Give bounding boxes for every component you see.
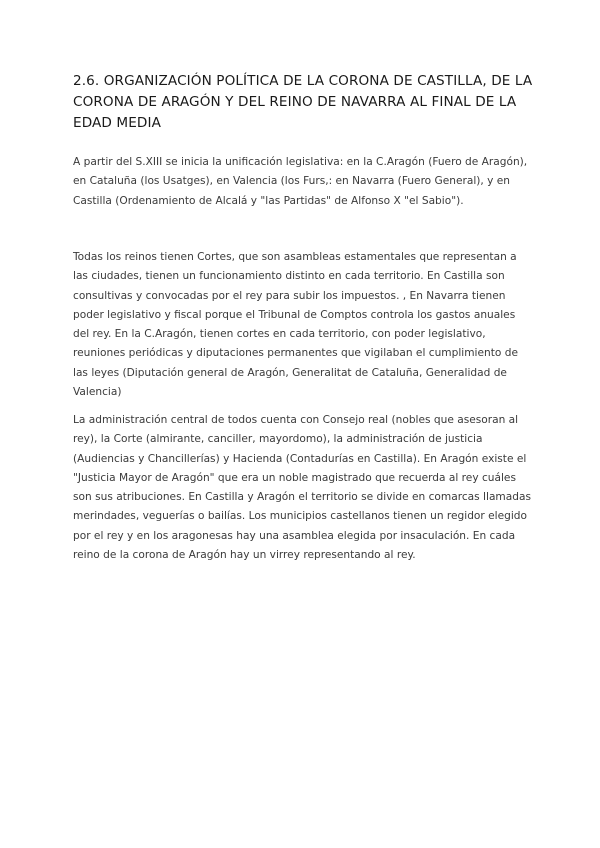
section-title: 2.6. ORGANIZACIÓN POLÍTICA DE LA CORONA DE CASTILLA, DE LA CORONA DE ARAGÓN Y DEL REINO DE NAVARRA AL FINAL DE LA EDAD MEDIA	[73, 73, 533, 131]
paragraph-administration: La administración central de todos cuenta con Consejo real (nobles que asesoran al rey), la Corte (almirante, canciller, mayordomo), la administración de justicia (Audiencias y Chancillerías) y Hacienda (Contadurías en Castilla). En Aragón existe el "Justicia Mayor de Aragón" que era un noble magistrado que recuerda al rey cuáles son sus atribuciones. En Castilla y Aragón el territorio se divide en comarcas llamadas merindades, veguerías o bailías. Los municipios castellanos tienen un regidor elegido por el rey y en los aragonesas hay una asamblea elegida por insaculación. En cada reino de la corona de Aragón hay un virrey representando al rey.	[73, 414, 531, 562]
paragraph-legislation: A partir del S.XIII se inicia la unificación legislativa: en la C.Aragón (Fuero de Aragón), en Cataluña (los Usatges), en Valencia (los Furs,: en Navarra (Fuero General), y en Castilla (Ordenamiento de Alcalá y "las Partidas" de Alfonso X "el Sabio").	[73, 156, 528, 207]
paragraph-cortes: Todas los reinos tienen Cortes, que son asambleas estamentales que representan a las ciudades, tienen un funcionamiento distinto en cada territorio. En Castilla son consultivas y convocadas por el rey para subir los impuestos. , En Navarra tienen poder legislativo y fiscal porque el Tribunal de Comptos controla los gastos anuales del rey. En la C.Aragón, tienen cortes en cada territorio, con poder legislativo, reuniones periódicas y diputaciones permanentes que vigilaban el cumplimiento de las leyes (Diputación general de Aragón, Generalitat de Cataluña, Generalidad de Valencia)	[73, 251, 518, 399]
